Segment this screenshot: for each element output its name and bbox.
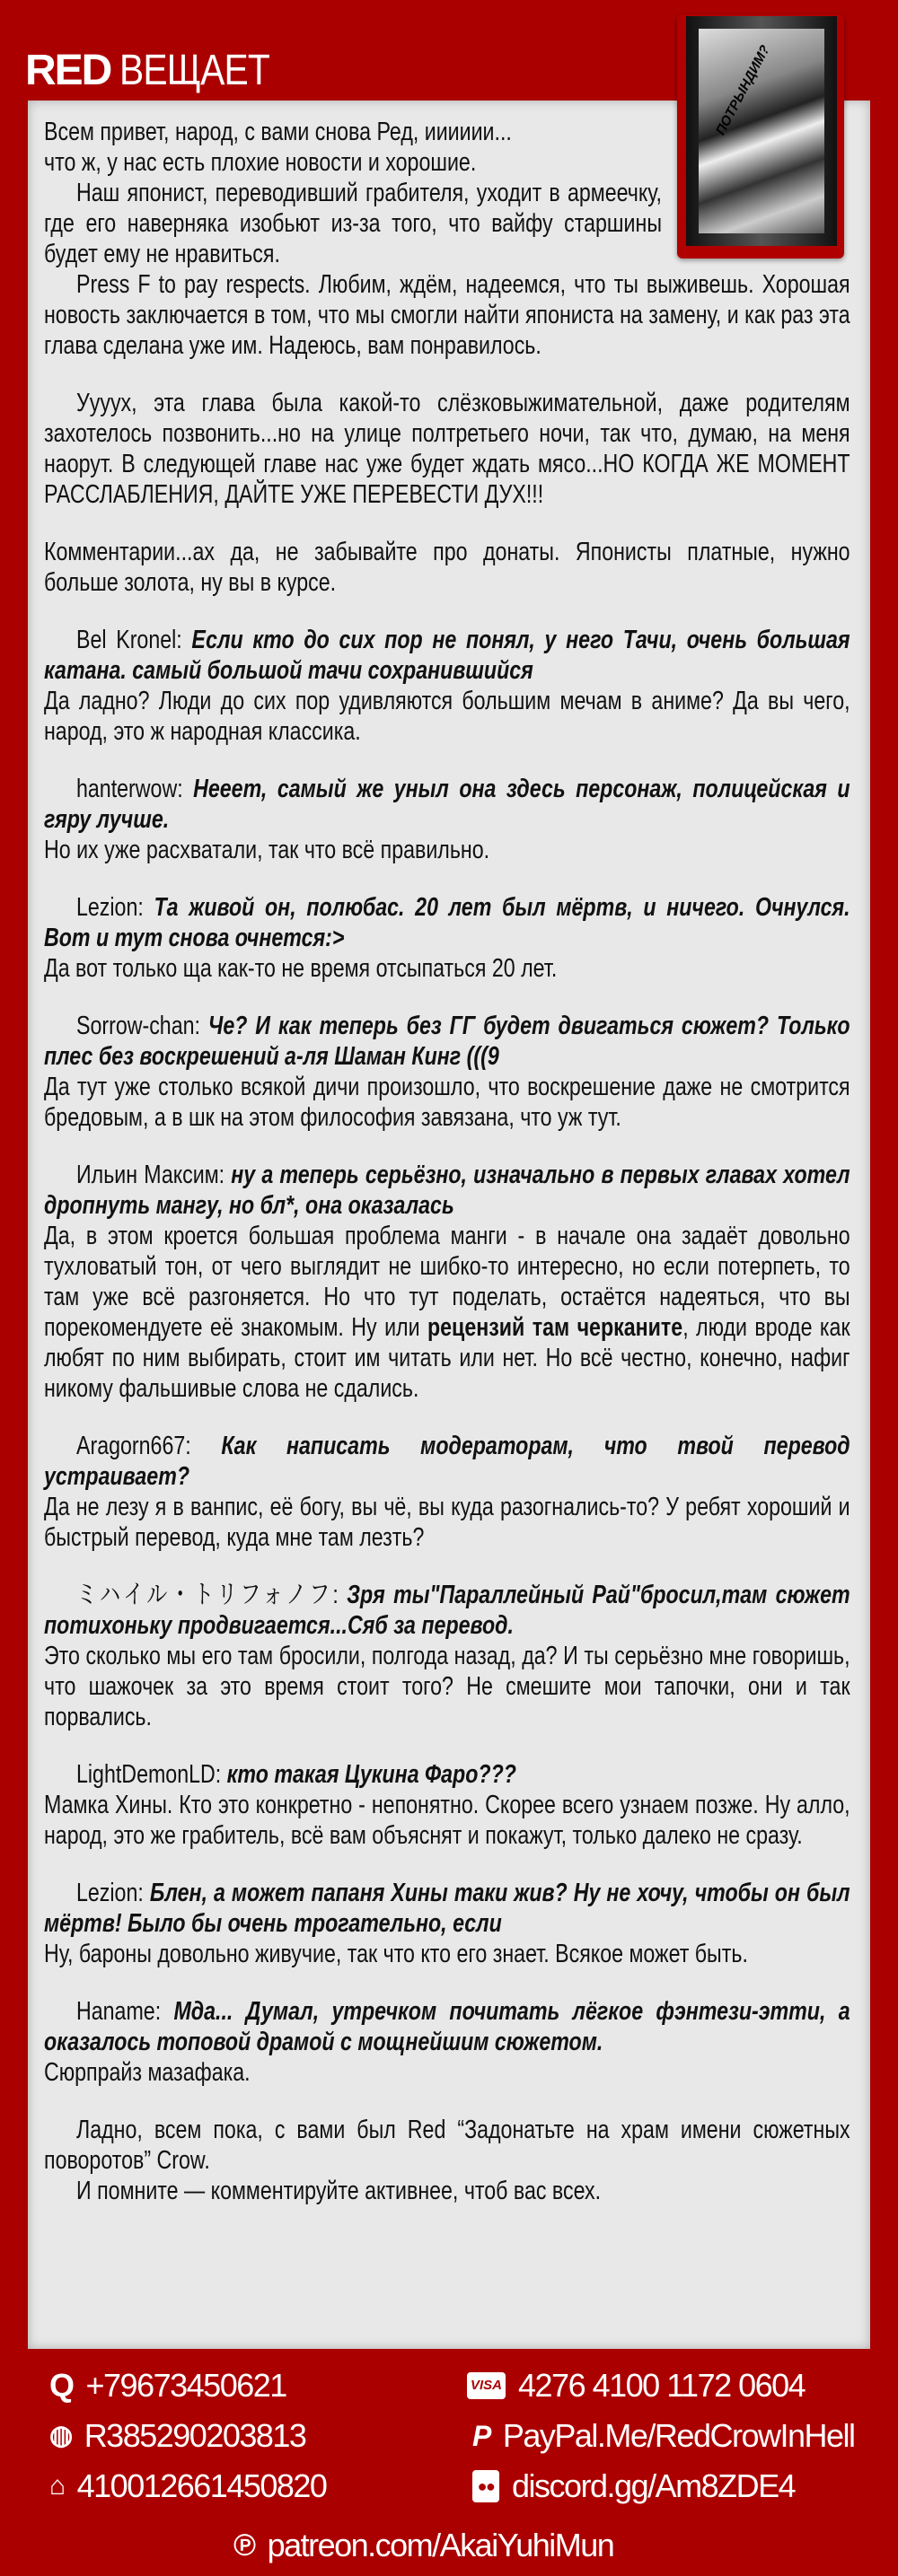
reply-text: Да тут уже столько всякой дичи произошло, что воскрешение даже не смотрится бредовым, а в шк на этом философия завязана, что уж тут. xyxy=(44,1073,850,1132)
intro-line: Всем привет, народ, с вами снова Ред, ииииии... xyxy=(44,118,512,146)
comment-author: Bel Kronel: xyxy=(76,626,182,654)
comment-author: LightDemonLD: xyxy=(76,1760,222,1789)
paypal-icon: P xyxy=(472,2420,490,2452)
comment-reply xyxy=(44,1492,850,1553)
patreon-icon: ℗ xyxy=(233,2528,255,2563)
comment-quote: ну а теперь серьёзно, изначально в первых главах хотел дропнуть мангу, но бл*, она оказалась xyxy=(44,1161,850,1220)
patreon-contact[interactable] xyxy=(233,2526,613,2565)
comment-reply xyxy=(44,953,850,984)
comment-quote: Если кто до сих пор не понял, у него Тачи, очень большая катана. самый большой тачи сохранившийся xyxy=(44,626,850,685)
intro-paragraph: Наш японист, переводивший грабителя, уходит в армеечку, где его наверняка изобьют из-за того, что вайфу старшины будет ему не нравиться. xyxy=(44,179,662,268)
visa-icon: VISA xyxy=(467,2372,506,2399)
intro-line: что ж, у нас есть плохие новости и хорошие. xyxy=(44,148,477,177)
comment xyxy=(44,892,850,953)
comment xyxy=(44,774,850,835)
reply-text: Ну, бароны довольно живучие, так что кто его знает. Всякое может быть. xyxy=(44,1940,748,1968)
qiwi-icon: Q xyxy=(49,2367,74,2404)
outro-paragraph: И помните — комментируйте активнее, чтоб вас всех. xyxy=(76,2177,602,2205)
reply-text: Это сколько мы его там бросили, полгода назад, да? И ты серьёзно мне говоришь, что шажочек за это время стоит того? Не смешите мои тапочки, они и так порвались. xyxy=(44,1642,850,1731)
paypal-link[interactable]: PayPal.Me/RedCrowInHell xyxy=(502,2417,855,2454)
comment xyxy=(44,1759,850,1790)
comment xyxy=(44,1878,850,1939)
paypal-contact[interactable] xyxy=(472,2416,855,2456)
article-text xyxy=(44,117,850,2206)
webmoney-icon: ◍ xyxy=(49,2421,72,2450)
comment-quote: Как написать модераторам, что твой перевод устраивает? xyxy=(44,1432,850,1491)
comment-author: Lezion: xyxy=(76,893,144,922)
comment-quote: Че? И как теперь без ГГ будет двигаться сюжет? Только плес без воскрешений а-ля Шаман Кинг (((9 xyxy=(44,1012,850,1071)
webmoney-contact xyxy=(49,2416,305,2456)
comment-reply xyxy=(44,686,850,747)
comment-reply xyxy=(44,1939,850,1969)
intro-paragraph: Комментарии...ах да, не забывайте про донаты. Японисты платные, нужно больше золота, ну вы в курсе. xyxy=(44,538,850,597)
intro-paragraph: Уууух, эта глава была какой-то слёзковыжимательной, даже родителям захотелось позвонить...но на улице полтретьего ночи, так что, думаю, на меня наорут. В следующей главе нас уже будет ждать мясо...НО КОГДА ЖЕ МОМЕНТ РАССЛАБЛЕНИЯ, ДАЙТЕ УЖЕ ПЕРЕВЕСТИ ДУХ!!! xyxy=(44,389,850,509)
comment-quote: Та живой он, полюбас. 20 лет был мёртв, и ничего. Очнулся. Вот и тут снова очнется:> xyxy=(44,893,850,952)
comment xyxy=(44,1160,850,1221)
reply-text: Да ладно? Люди до сих пор удивляются большим мечам в аниме? Да вы чего, народ, это ж народная классика. xyxy=(44,687,850,746)
discord-contact[interactable] xyxy=(472,2466,795,2506)
comment xyxy=(44,1580,850,1641)
comment xyxy=(44,625,850,686)
comment-reply xyxy=(44,1641,850,1732)
comment-quote: кто такая Цукина Фаро??? xyxy=(226,1760,516,1789)
comment xyxy=(44,1431,850,1492)
comment-reply xyxy=(44,1790,850,1851)
webmoney-wallet: R385290203813 xyxy=(84,2417,306,2454)
yandex-money-icon: ⌂ xyxy=(49,2471,65,2501)
comment-author: Haname: xyxy=(76,1997,162,2026)
manga-panel-image xyxy=(677,14,844,258)
comment-quote: Мда... Думал, утречком почитать лёгкое фэнтези-этти, а оказалось топовой драмой с мощнейшим сюжетом. xyxy=(44,1997,850,2056)
brand-label: RED xyxy=(25,47,111,94)
reply-text: Да не лезу я в ванпис, её богу, вы чё, вы куда разогнались-то? У ребят хороший и быстрый перевод, куда мне там лезть? xyxy=(44,1493,850,1552)
comment-reply xyxy=(44,1072,850,1133)
reply-text: Но их уже расхватали, так что всё правильно. xyxy=(44,836,490,864)
reply-text: Мамка Хины. Кто это конкретно - непонятно. Скорее всего узнаем позже. Ну алло, народ, это же грабитель, всё вам объяснят и покажут, только далеко не сразу. xyxy=(44,1791,850,1850)
comment-quote: Зря ты"Параллейный Рай"бросил,там сюжет потихоньку продвигается...Сяб за перевод. xyxy=(44,1581,850,1640)
speech-bubble-text: ПОТРЫНДИМ? xyxy=(712,42,773,138)
reply-text: Сюрпрайз мазафака. xyxy=(44,2058,251,2087)
comment-quote: Блен, а может папаня Хины таки жив? Ну не хочу, чтобы он был мёртв! Было бы очень трогательно, если xyxy=(44,1879,850,1938)
reply-text: Да вот только ща как-то не время отсыпаться 20 лет. xyxy=(44,954,558,983)
reply-text: Да, в этом кроется большая проблема манги - в начале она задаёт довольно тухловатый тон, от чего выглядит не шибко-то интересно, но если потерпеть, то там уже всё разгоняется. Но что тут поделать, остаётся надеяться, что вы порекомендуете её знакомым. Ну или xyxy=(44,1222,850,1342)
outro-paragraph: Ладно, всем пока, с вами был Red “Задонатьте на храм имени сюжетных поворотов” Crow. xyxy=(44,2116,850,2175)
reply-text-tail: , люди вроде как любят по ним выбирать, стоит им читать или нет. Но всё честно, конечно, нафиг никому фальшивые слова не сдались. xyxy=(44,1313,850,1403)
page-title xyxy=(25,47,296,95)
comment-author: ミハイル・トリフォノフ: xyxy=(76,1581,339,1609)
discord-icon: ●● xyxy=(472,2470,499,2502)
visa-contact xyxy=(467,2366,805,2405)
comment-reply xyxy=(44,2057,850,2088)
reply-emphasis: рецензий там черканите xyxy=(427,1313,683,1342)
donation-contacts xyxy=(0,2361,898,2576)
comments-list xyxy=(44,625,850,2115)
comment xyxy=(44,1011,850,1072)
comment-author: Ильин Максим: xyxy=(76,1161,225,1189)
content-panel xyxy=(28,101,870,2349)
qiwi-contact xyxy=(49,2366,286,2405)
yandex-contact xyxy=(49,2466,326,2506)
patreon-link[interactable]: patreon.com/AkaiYuhiMun xyxy=(267,2527,614,2563)
comment-author: hanterwow: xyxy=(76,775,183,803)
comment xyxy=(44,1996,850,2057)
comment-reply xyxy=(44,835,850,865)
comment-author: Aragorn667: xyxy=(76,1432,191,1460)
visa-card-number: 4276 4100 1172 0604 xyxy=(518,2367,806,2404)
title-label: ВЕЩАЕТ xyxy=(119,47,270,94)
comment-author: Lezion: xyxy=(76,1879,144,1907)
comment-quote: Нееет, самый же уныл она здесь персонаж, полицейская и гяру лучше. xyxy=(44,775,850,834)
comment-reply xyxy=(44,1221,850,1404)
goblin-slayer-illustration xyxy=(699,29,824,233)
yandex-wallet: 410012661450820 xyxy=(76,2467,327,2504)
qiwi-number: +79673450621 xyxy=(85,2367,286,2404)
intro-paragraph: Press F to pay respects. Любим, ждём, надеемся, что ты выживешь. Хорошая новость заключается в том, что мы смогли найти япониста на замену, и как раз эта глава сделана уже им. Надеюсь, вам понравилось. xyxy=(44,270,850,360)
discord-link[interactable]: discord.gg/Am8ZDE4 xyxy=(512,2467,796,2504)
comment-author: Sorrow-chan: xyxy=(76,1012,200,1040)
